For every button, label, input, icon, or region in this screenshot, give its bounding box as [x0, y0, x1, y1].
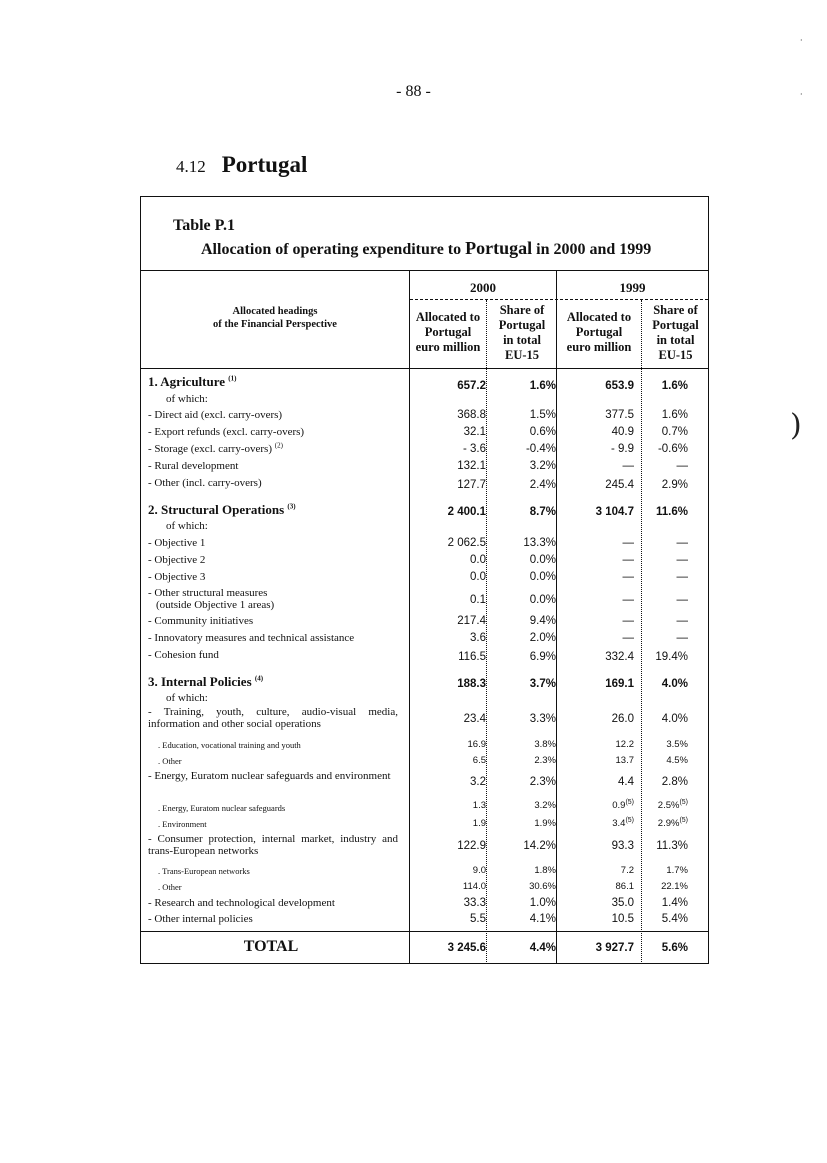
table-cell: 0.7%: [661, 426, 688, 438]
table-cell: 0.0%: [529, 554, 556, 566]
table-cell: 2.4%: [529, 479, 556, 491]
table-cell: 1.8%: [534, 865, 556, 876]
table-cell: —: [622, 460, 634, 472]
header-bottom-rule: [140, 368, 709, 369]
table-cell: 2.3%: [534, 755, 556, 766]
table-cell: 23.4: [463, 713, 486, 725]
table-cell: —: [622, 554, 634, 566]
col-divider-middle: [556, 270, 557, 964]
row-label: - Objective 1: [148, 537, 206, 549]
col-head-text: Portugal: [575, 325, 623, 339]
table-cell: 127.7: [457, 479, 486, 491]
table-cell: 35.0: [611, 897, 634, 909]
row-label-agriculture: 1. Agriculture $^{(1)}$: [148, 374, 237, 389]
total-cell: 3 927.7: [595, 942, 634, 954]
footnote-marker: (5): [679, 816, 688, 824]
table-cell: 13.3%: [523, 537, 556, 549]
col-head-share-1999: [642, 303, 709, 363]
table-cell: - 9.9: [610, 443, 634, 455]
footnote-marker: (5): [625, 798, 634, 806]
table-cell: 6.9%: [529, 651, 556, 663]
total-label: TOTAL: [243, 938, 299, 955]
table-cell: 3.8%: [534, 739, 556, 750]
year-1999: 1999: [619, 280, 646, 295]
table-cell: 9.4%: [529, 615, 556, 627]
table-cell: 0.0%: [529, 594, 556, 606]
table-cell: 19.4%: [655, 651, 688, 663]
table-cell: 1.6%: [661, 409, 688, 421]
table-cell: —: [676, 594, 688, 606]
row-label: - Export refunds (excl. carry-overs): [148, 426, 305, 438]
table-cell: 1.9%: [534, 818, 556, 829]
row-label-structural: 2. Structural Operations $^{(3)}$: [148, 502, 296, 517]
table-cell: 0.1: [470, 594, 486, 606]
table-cell: 33.3: [463, 897, 486, 909]
table-cell: 3 104.7: [595, 506, 634, 518]
row-label: - Community initiatives: [148, 615, 254, 627]
table-cell: - 3.6: [462, 443, 486, 455]
table-cell: 132.1: [457, 460, 486, 472]
col-head-text: Share of: [653, 303, 698, 317]
table-cell: —: [676, 615, 688, 627]
row-label-of-which: of which:: [166, 692, 208, 704]
row-header-line-2: of the Financial Perspective: [213, 319, 337, 330]
col-head-text: EU-15: [504, 348, 540, 362]
table-cell: 4.5%: [666, 755, 688, 766]
table-cell: —: [622, 594, 634, 606]
col-divider-left: [409, 270, 410, 964]
table-cell: 169.1: [605, 678, 634, 690]
table-cell: 12.2: [615, 739, 634, 750]
table-cell: 1.9: [472, 818, 486, 829]
row-label: - Research and technological development: [148, 897, 335, 909]
table-cell: —: [676, 571, 688, 583]
table-cell: 1.3: [472, 800, 486, 811]
table-title-post: in 2000 and 1999: [536, 241, 652, 258]
table-cell: 2 400.1: [447, 506, 486, 518]
row-label: . Energy, Euratom nuclear safeguards: [158, 803, 286, 813]
section-number: 4.12: [176, 157, 206, 176]
table-cell: 7.2: [620, 865, 634, 876]
total-cell: 5.6%: [661, 942, 688, 954]
table-cell: 0.0: [470, 554, 486, 566]
table-caption: [141, 197, 708, 271]
table-cell: 3.3%: [529, 713, 556, 725]
row-label: . Education, vocational training and youth: [158, 740, 301, 750]
total-top-rule: [140, 931, 709, 932]
table-cell: 0.9$^{(5)}$: [612, 798, 634, 811]
table-cell: 3.2%: [529, 460, 556, 472]
table-cell: 1.6%: [661, 380, 688, 392]
table-cell: —: [676, 554, 688, 566]
table-cell: 188.3: [457, 678, 486, 690]
table-cell: 4.0%: [661, 678, 688, 690]
col-head-text: Portugal: [498, 318, 546, 332]
row-label: - Other internal policies: [148, 913, 253, 925]
table-cell: —: [622, 615, 634, 627]
total-cell: 4.4%: [529, 942, 556, 954]
table-cell: 4.0%: [661, 713, 688, 725]
row-label: - Consumer protection, internal market, industry and trans-European networks: [148, 833, 398, 857]
row-label: - Objective 2: [148, 554, 206, 566]
row-label: - Storage (excl. carry-overs) $^{(2)}$: [148, 441, 283, 455]
table-cell: 26.0: [611, 713, 634, 725]
row-label: - Direct aid (excl. carry-overs): [148, 409, 283, 421]
table-cell: —: [676, 537, 688, 549]
table-cell: 1.6%: [529, 380, 556, 392]
table-cell: 16.9: [467, 739, 486, 750]
row-label: . Other: [158, 756, 182, 766]
table-cell: 4.1%: [529, 913, 556, 925]
col-head-text: euro million: [566, 340, 632, 354]
row-label: - Other structural measures (outside Objective 1 areas): [148, 587, 275, 611]
table-title-pre: Allocation of operating expenditure to: [201, 241, 462, 258]
table-cell: 2.3%: [529, 776, 556, 788]
table-cell: 653.9: [605, 380, 634, 392]
table-cell: 368.8: [457, 409, 486, 421]
table-cell: 10.5: [611, 913, 634, 925]
table-cell: 1.5%: [529, 409, 556, 421]
page-number: - 88 -: [396, 83, 431, 100]
table-cell: 2.8%: [661, 776, 688, 788]
row-label: . Other: [158, 882, 182, 892]
row-label: - Rural development: [148, 460, 239, 472]
table-label: Table P.1: [173, 217, 235, 234]
table-cell: —: [676, 460, 688, 472]
scan-dot: ·: [800, 36, 803, 45]
table-cell: 217.4: [457, 615, 486, 627]
table-cell: 40.9: [611, 426, 634, 438]
table-cell: 3.5%: [666, 739, 688, 750]
table-cell: 2.9%: [661, 479, 688, 491]
table-cell: —: [622, 632, 634, 644]
section-heading: [176, 152, 307, 178]
row-label: - Training, youth, culture, audio-visual media, information and other social operations: [148, 706, 398, 730]
table-cell: 1.7%: [666, 865, 688, 876]
table-cell: 6.5: [472, 755, 486, 766]
table-title: [201, 238, 651, 259]
table-cell: 0.6%: [529, 426, 556, 438]
table-cell: —: [622, 571, 634, 583]
col-divider-dotted-2000: [486, 300, 487, 964]
col-head-text: EU-15: [658, 348, 693, 362]
table-cell: 22.1%: [661, 881, 688, 892]
row-label: - Other (incl. carry-overs): [148, 477, 262, 489]
col-head-text: Allocated to: [415, 310, 481, 324]
row-label-of-which: of which:: [166, 520, 208, 532]
table-cell: 4.4: [618, 776, 634, 788]
table-cell: 245.4: [605, 479, 634, 491]
row-header-line-1: Allocated headings: [232, 306, 318, 317]
row-label-of-which: of which:: [166, 393, 208, 405]
col-head-text: Portugal: [424, 325, 472, 339]
row-label-internal: 3. Internal Policies $^{(4)}$: [148, 674, 264, 689]
table-cell: 0.0: [470, 571, 486, 583]
table-cell: 2.5%$^{(5)}$: [657, 798, 688, 811]
col-divider-dotted-1999: [641, 300, 642, 964]
col-head-text: euro million: [415, 340, 481, 354]
table-title-country: Portugal: [465, 238, 533, 258]
scan-mark: ): [790, 408, 802, 443]
row-label: . Environment: [158, 819, 207, 829]
row-header: [150, 305, 400, 331]
table-cell: —: [676, 632, 688, 644]
table-cell: 2 062.5: [447, 537, 486, 549]
section-title: Portugal: [221, 152, 308, 177]
table-cell: 3.2%: [534, 800, 556, 811]
row-label: - Energy, Euratom nuclear safeguards and environment: [148, 770, 391, 782]
table-cell: 32.1: [463, 426, 486, 438]
col-head-alloc-2000: [410, 310, 486, 355]
table-cell: 30.6%: [529, 881, 556, 892]
table-cell: 122.9: [457, 840, 486, 852]
footnote-marker: (5): [625, 816, 634, 824]
table-cell: 11.6%: [656, 506, 688, 518]
row-label: - Objective 3: [148, 571, 206, 583]
table-cell: 377.5: [605, 409, 634, 421]
col-head-text: Portugal: [652, 318, 699, 332]
col-head-alloc-1999: [557, 310, 641, 355]
col-head-text: in total: [503, 333, 541, 347]
footnote-marker: (5): [679, 798, 688, 806]
table-cell: 93.3: [611, 840, 634, 852]
year-underline: [410, 299, 708, 300]
row-label: - Innovatory measures and technical assistance: [148, 632, 355, 644]
table-cell: 5.5: [470, 913, 486, 925]
table-cell: 9.0: [472, 865, 486, 876]
col-head-text: Share of: [499, 303, 545, 317]
table-cell: 1.4%: [661, 897, 688, 909]
table-cell: 116.5: [458, 651, 486, 663]
table-cell: 14.2%: [523, 840, 556, 852]
table-cell: -0.6%: [657, 443, 688, 455]
table-cell: 0.0%: [529, 571, 556, 583]
table-cell: 13.7: [615, 755, 634, 766]
table-cell: 3.6: [470, 632, 486, 644]
table-cell: 1.0%: [529, 897, 556, 909]
year-2000: 2000: [470, 280, 496, 295]
table-cell: -0.4%: [525, 443, 556, 455]
table-cell: 3.4$^{(5)}$: [612, 816, 634, 829]
table-cell: 5.4%: [661, 913, 688, 925]
row-label: - Cohesion fund: [148, 649, 219, 661]
col-head-text: Allocated to: [566, 310, 632, 324]
table-cell: —: [622, 537, 634, 549]
table-cell: 2.9%$^{(5)}$: [657, 816, 688, 829]
scan-dot: ·: [800, 90, 803, 99]
table-cell: 86.1: [615, 881, 634, 892]
table-cell: 114.0: [462, 881, 486, 892]
table-cell: 8.7%: [529, 506, 556, 518]
table-cell: 2.0%: [529, 632, 556, 644]
total-cell: 3 245.6: [447, 942, 486, 954]
table-cell: 11.3%: [656, 840, 688, 852]
row-label: . Trans-European networks: [158, 866, 250, 876]
table-cell: 332.4: [605, 651, 634, 663]
table-cell: 657.2: [457, 380, 486, 392]
table-cell: 3.2: [470, 776, 486, 788]
col-head-share-2000: [487, 303, 557, 363]
col-head-text: in total: [656, 333, 695, 347]
table-cell: 3.7%: [529, 678, 556, 690]
